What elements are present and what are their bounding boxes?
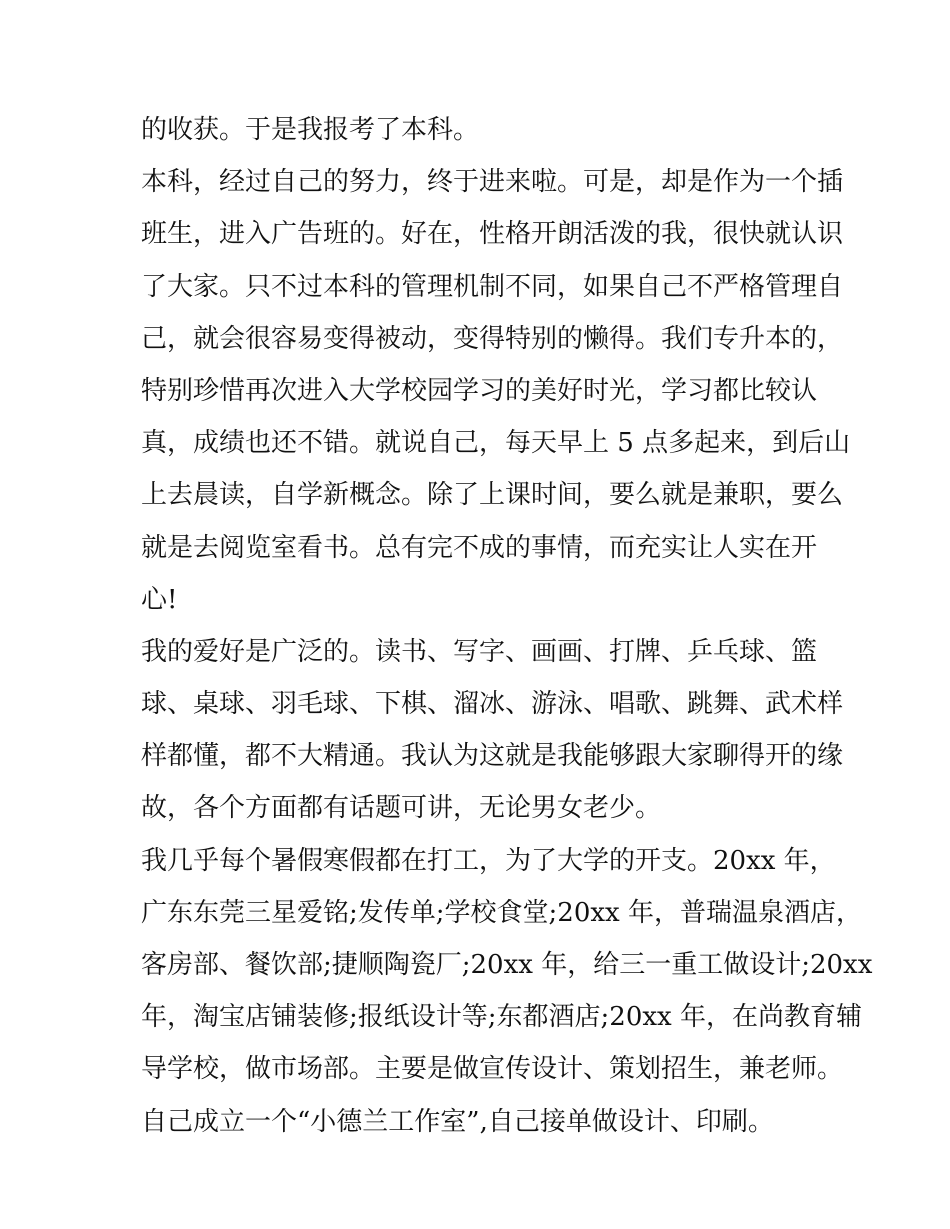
text-line: 年，淘宝店铺装修;报纸设计等;东都酒店;20xx 年，在尚教育辅 — [141, 1002, 862, 1033]
text-line: 心! — [141, 584, 178, 615]
text-line: 故，各个方面都有话题可讲，无论男女老少。 — [141, 793, 662, 824]
text-line: 我的爱好是广泛的。读书、写字、画画、打牌、乒乓球、篮 — [141, 636, 818, 667]
text-line: 样都懂，都不大精通。我认为这就是我能够跟大家聊得开的缘 — [141, 741, 844, 772]
text-line: 的收获。于是我报考了本科。 — [141, 115, 480, 145]
text-line: 球、桌球、羽毛球、下棋、溜冰、游泳、唱歌、跳舞、武术样 — [141, 689, 844, 720]
text-line: 特别珍惜再次进入大学校园学习的美好时光，学习都比较认 — [141, 375, 818, 406]
text-line: 导学校，做市场部。主要是做宣传设计、策划招生，兼老师。 — [141, 1054, 844, 1085]
text-line: 我几乎每个暑假寒假都在打工，为了大学的开支。20xx 年， — [141, 845, 836, 876]
text-line: 本科，经过自己的努力，终于进来啦。可是，却是作为一个插 — [141, 167, 844, 198]
text-line: 班生，进入广告班的。好在，性格开朗活泼的我，很快就认识 — [141, 219, 844, 250]
text-line: 了大家。只不过本科的管理机制不同，如果自己不严格管理自 — [141, 271, 844, 302]
document-body — [141, 104, 873, 1148]
text-line: 自己成立一个“小德兰工作室”,自己接单做设计、印刷。 — [141, 1106, 774, 1137]
text-line: 上去晨读，自学新概念。除了上课时间，要么就是兼职，要么 — [141, 480, 844, 511]
text-line: 就是去阅览室看书。总有完不成的事情，而充实让人实在开 — [141, 532, 818, 563]
text-line: 广东东莞三星爱铭;发传单;学校食堂;20xx 年，普瑞温泉酒店， — [141, 897, 862, 928]
text-line: 客房部、餐饮部;捷顺陶瓷厂;20xx 年，给三一重工做设计;20xx — [141, 950, 873, 980]
text-line: 己，就会很容易变得被动，变得特别的懒得。我们专升本的， — [141, 323, 844, 354]
text-line: 真，成绩也还不错。就说自己，每天早上 5 点多起来，到后山 — [141, 428, 851, 459]
